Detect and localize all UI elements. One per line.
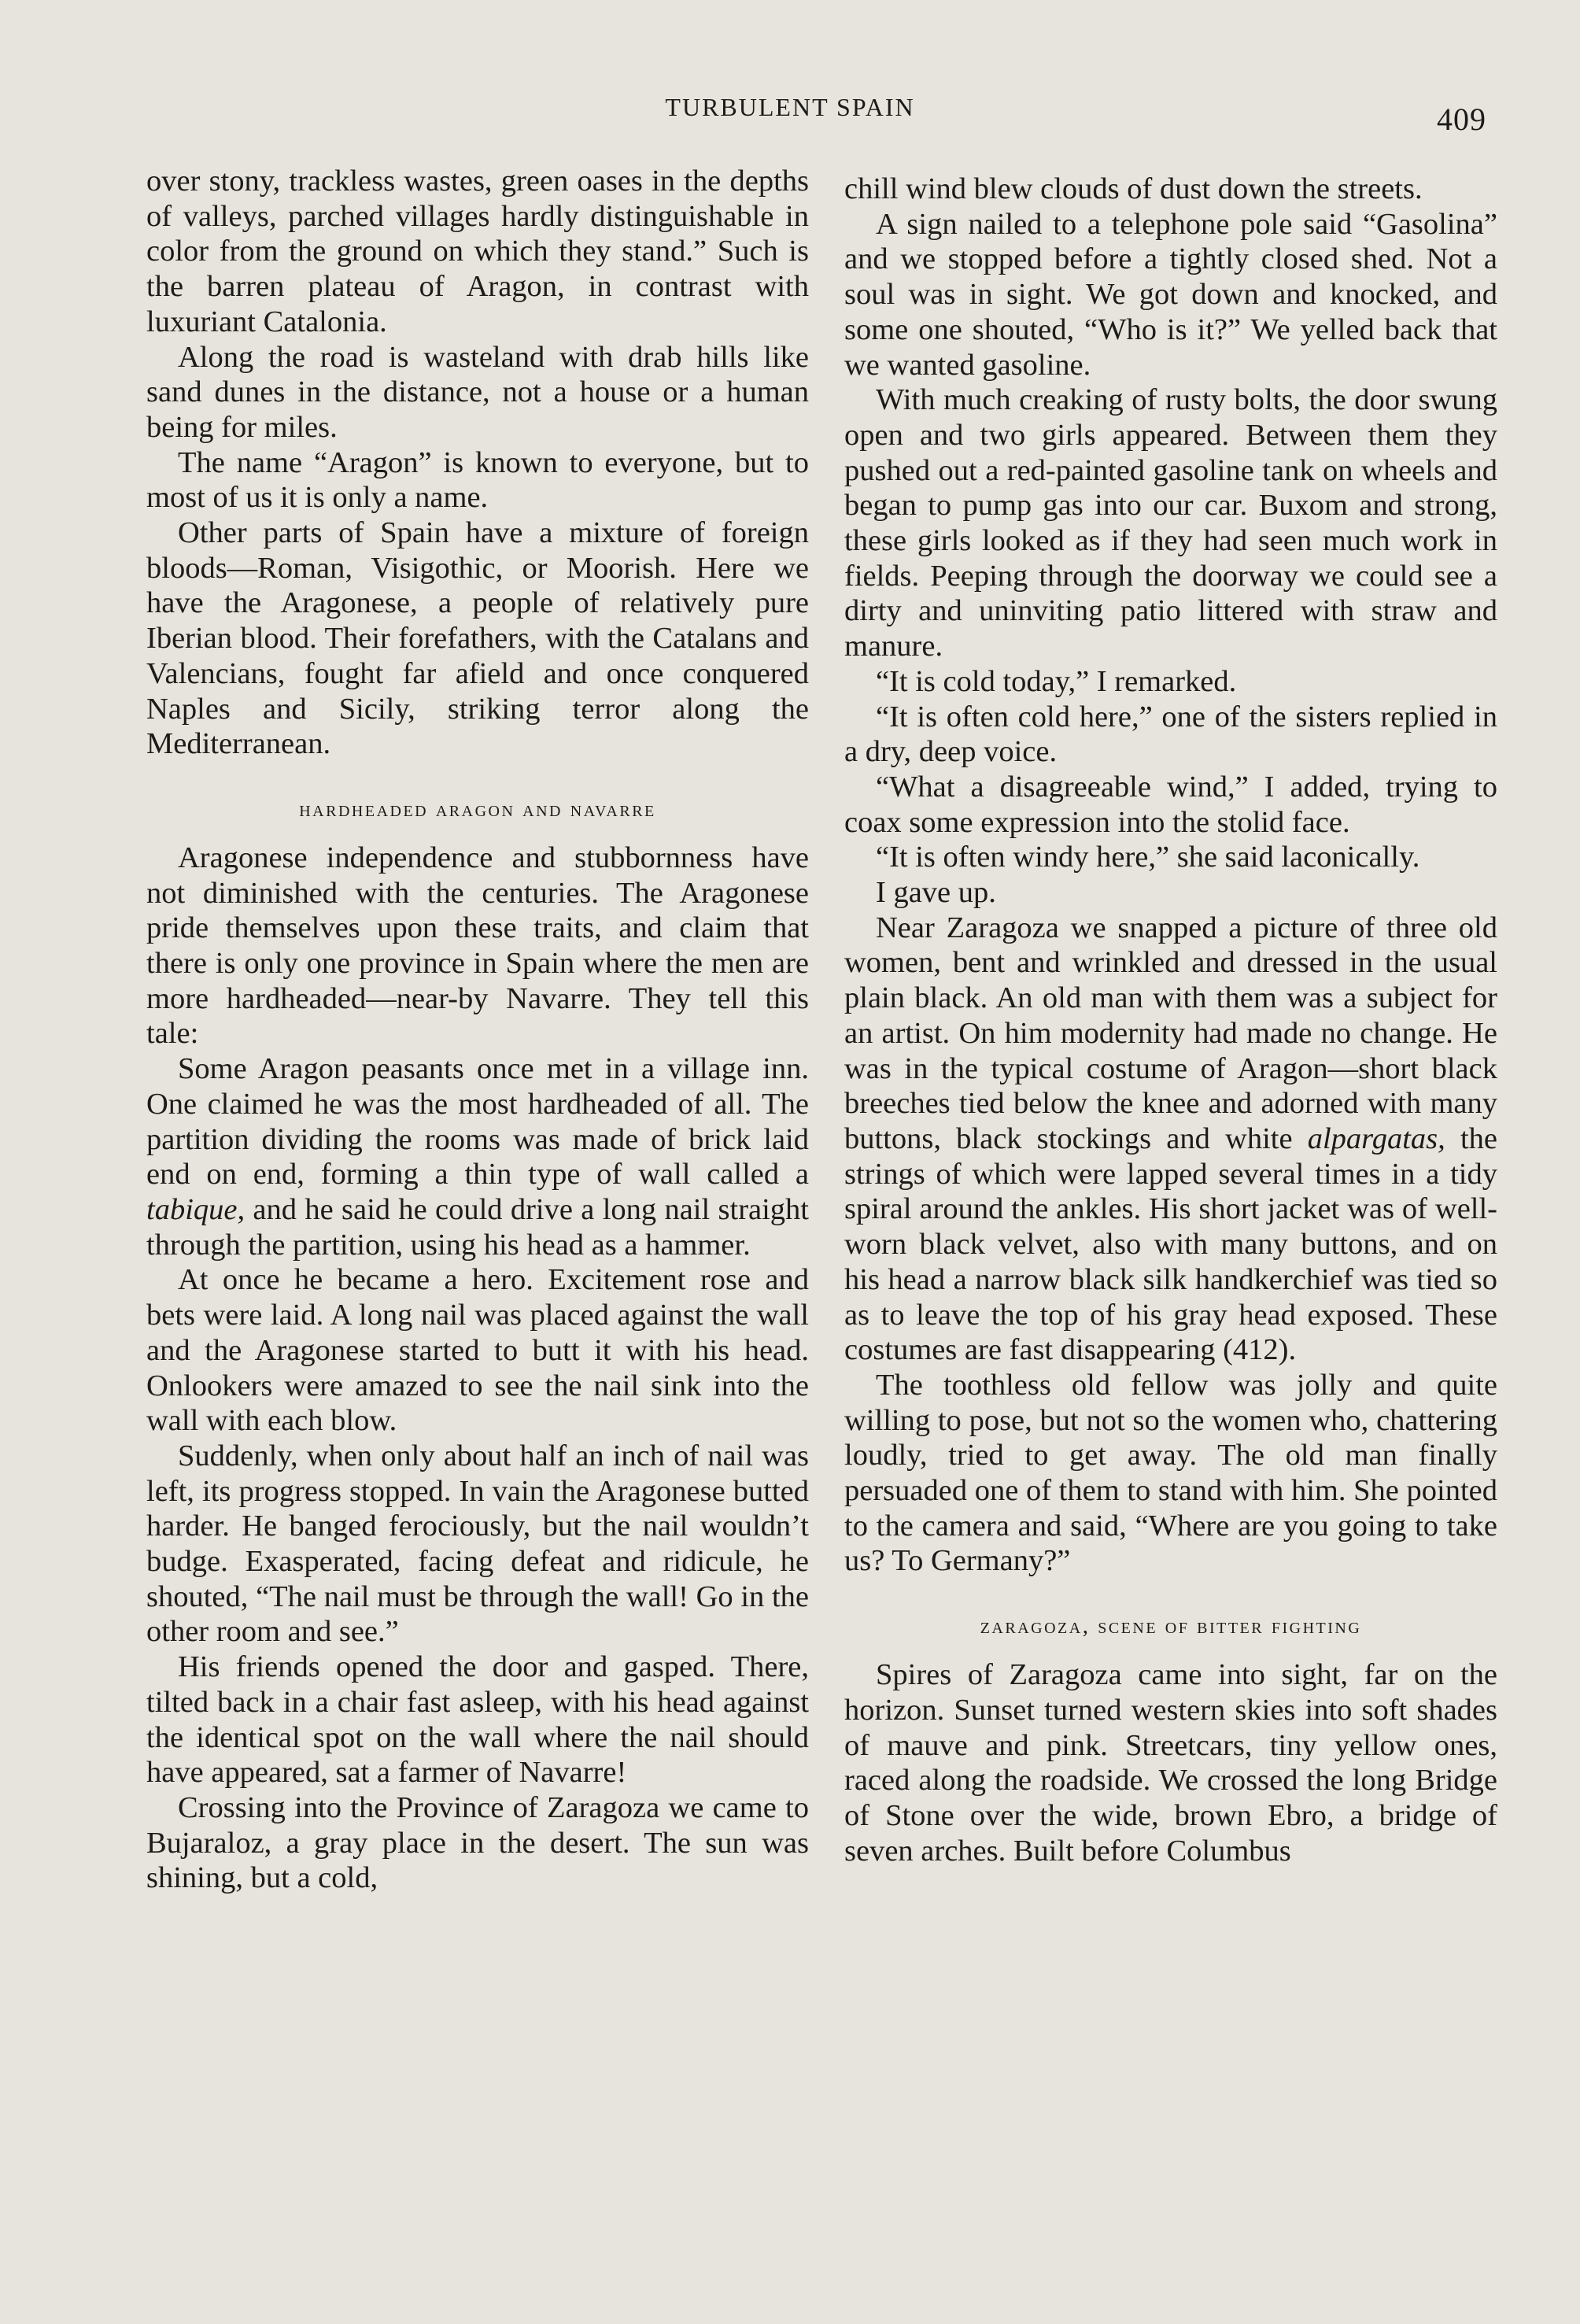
paragraph [844, 911, 1497, 1368]
paragraph: “It is often windy here,” she said laconically. [876, 841, 1420, 874]
section-heading: zaragoza, scene of bitter fighting [980, 1613, 1362, 1639]
paragraph [146, 1051, 809, 1262]
right-column [844, 172, 1497, 1868]
paragraph: Suddenly, when only about half an inch of nail was left, its progress stopped. In vain the Aragonese butted harder. He banged ferociously, but the nail wouldn’t budge. Exasperated, facing defeat and ridicule, he shouted, “The nail must be through the wall! Go in the other room and see.” [146, 1439, 809, 1649]
paragraph: “What a disagreeable wind,” I added, trying to coax some expression into the stolid face. [844, 770, 1497, 839]
paragraph: I gave up. [876, 876, 996, 910]
text-run: Near Zaragoza we snapped a picture of three old women, bent and wrinkled and dressed in the usual plain black. An old man with them was a subject for an artist. On him modernity had made no change. He was in the typical costume of Aragon—short black breeches tied below the knee and adorned with many buttons, black stockings and white [844, 911, 1497, 1155]
left-column [146, 164, 809, 1896]
text-run: and he said he could drive a long nail straight through the partition, using his head as a hammer. [146, 1192, 809, 1262]
running-head: TURBULENT SPAIN [665, 93, 915, 121]
italic-term: alpargatas, [1307, 1121, 1445, 1155]
page-number: 409 [1437, 102, 1486, 137]
paragraph: The name “Aragon” is known to everyone, but to most of us it is only a name. [146, 445, 809, 515]
paragraph: A sign nailed to a telephone pole said “Gasolina” and we stopped before a tightly closed shed. Not a soul was in sight. We got down and knocked, and some one shouted, “Who is it?” We yelled back that we wanted gasoline. [844, 207, 1497, 382]
paragraph: “It is cold today,” I remarked. [876, 664, 1237, 698]
italic-term: tabique, [146, 1192, 245, 1226]
paragraph: Spires of Zaragoza came into sight, far on the horizon. Sunset turned western skies into soft shades of mauve and pink. Streetcars, tiny yellow ones, raced along the roadside. We crossed the long Bridge of Stone over the wide, brown Ebro, a bridge of seven arches. Built before Columbus [844, 1658, 1497, 1868]
paragraph: At once he became a hero. Excitement rose and bets were laid. A long nail was placed against the wall and the Aragonese started to butt it with his head. Onlookers were amazed to see the nail sink into the wall with each blow. [146, 1263, 809, 1438]
text-run: the strings of which were lapped several times in a tidy spiral around the ankles. His short jacket was of well-worn black velvet, also with many buttons, and on his head a narrow black silk handkerchief was tied so as to leave the top of his gray head exposed. These costumes are fast disappearing (412). [844, 1121, 1497, 1367]
paragraph: over stony, trackless wastes, green oases in the depths of valleys, parched villages hardly distinguishable in color from the ground on which they stand.” Such is the barren plateau of Aragon, in contrast with luxuriant Catalonia. [146, 164, 809, 338]
paragraph: The toothless old fellow was jolly and quite willing to pose, but not so the women who, chattering loudly, tried to get away. The old man finally persuaded one of them to stand with him. She pointed to the camera and said, “Where are you going to take us? To Germany?” [844, 1368, 1497, 1578]
paragraph: With much creaking of rusty bolts, the door swung open and two girls appeared. Between them they pushed out a red-painted gasoline tank on wheels and began to pump gas into our car. Buxom and strong, these girls looked as if they had seen much work in fields. Peeping through the doorway we could see a dirty and uninviting patio littered with straw and manure. [844, 383, 1497, 663]
paragraph: His friends opened the door and gasped. There, tilted back in a chair fast asleep, with his head against the identical spot on the wall where the nail should have appeared, sat a farmer of Navarre! [146, 1650, 809, 1790]
paragraph: Crossing into the Province of Zaragoza we came to Bujaraloz, a gray place in the desert. The sun was shining, but a cold, [146, 1790, 809, 1895]
section-heading: hardheaded aragon and navarre [299, 796, 656, 822]
paragraph: “It is often cold here,” one of the sisters replied in a dry, deep voice. [844, 700, 1497, 769]
paragraph: Other parts of Spain have a mixture of foreign bloods—Roman, Visigothic, or Moorish. Here we have the Aragonese, a people of relatively pure Iberian blood. Their forefathers, with the Catalans and Valencians, fought far afield and once conquered Naples and Sicily, striking terror along the Mediterranean. [146, 516, 809, 761]
paragraph: Aragonese independence and stubbornness have not diminished with the centuries. The Aragonese pride themselves upon these traits, and claim that there is only one province in Spain where the men are more hardheaded—near-by Navarre. They tell this tale: [146, 841, 809, 1051]
text-run: Some Aragon peasants once met in a village inn. One claimed he was the most hardheaded of all. The partition dividing the rooms was made of brick laid end on end, forming a thin type of wall called a [146, 1052, 809, 1192]
paragraph: chill wind blew clouds of dust down the streets. [844, 172, 1423, 205]
paragraph: Along the road is wasteland with drab hills like sand dunes in the distance, not a house or a human being for miles. [146, 340, 809, 444]
